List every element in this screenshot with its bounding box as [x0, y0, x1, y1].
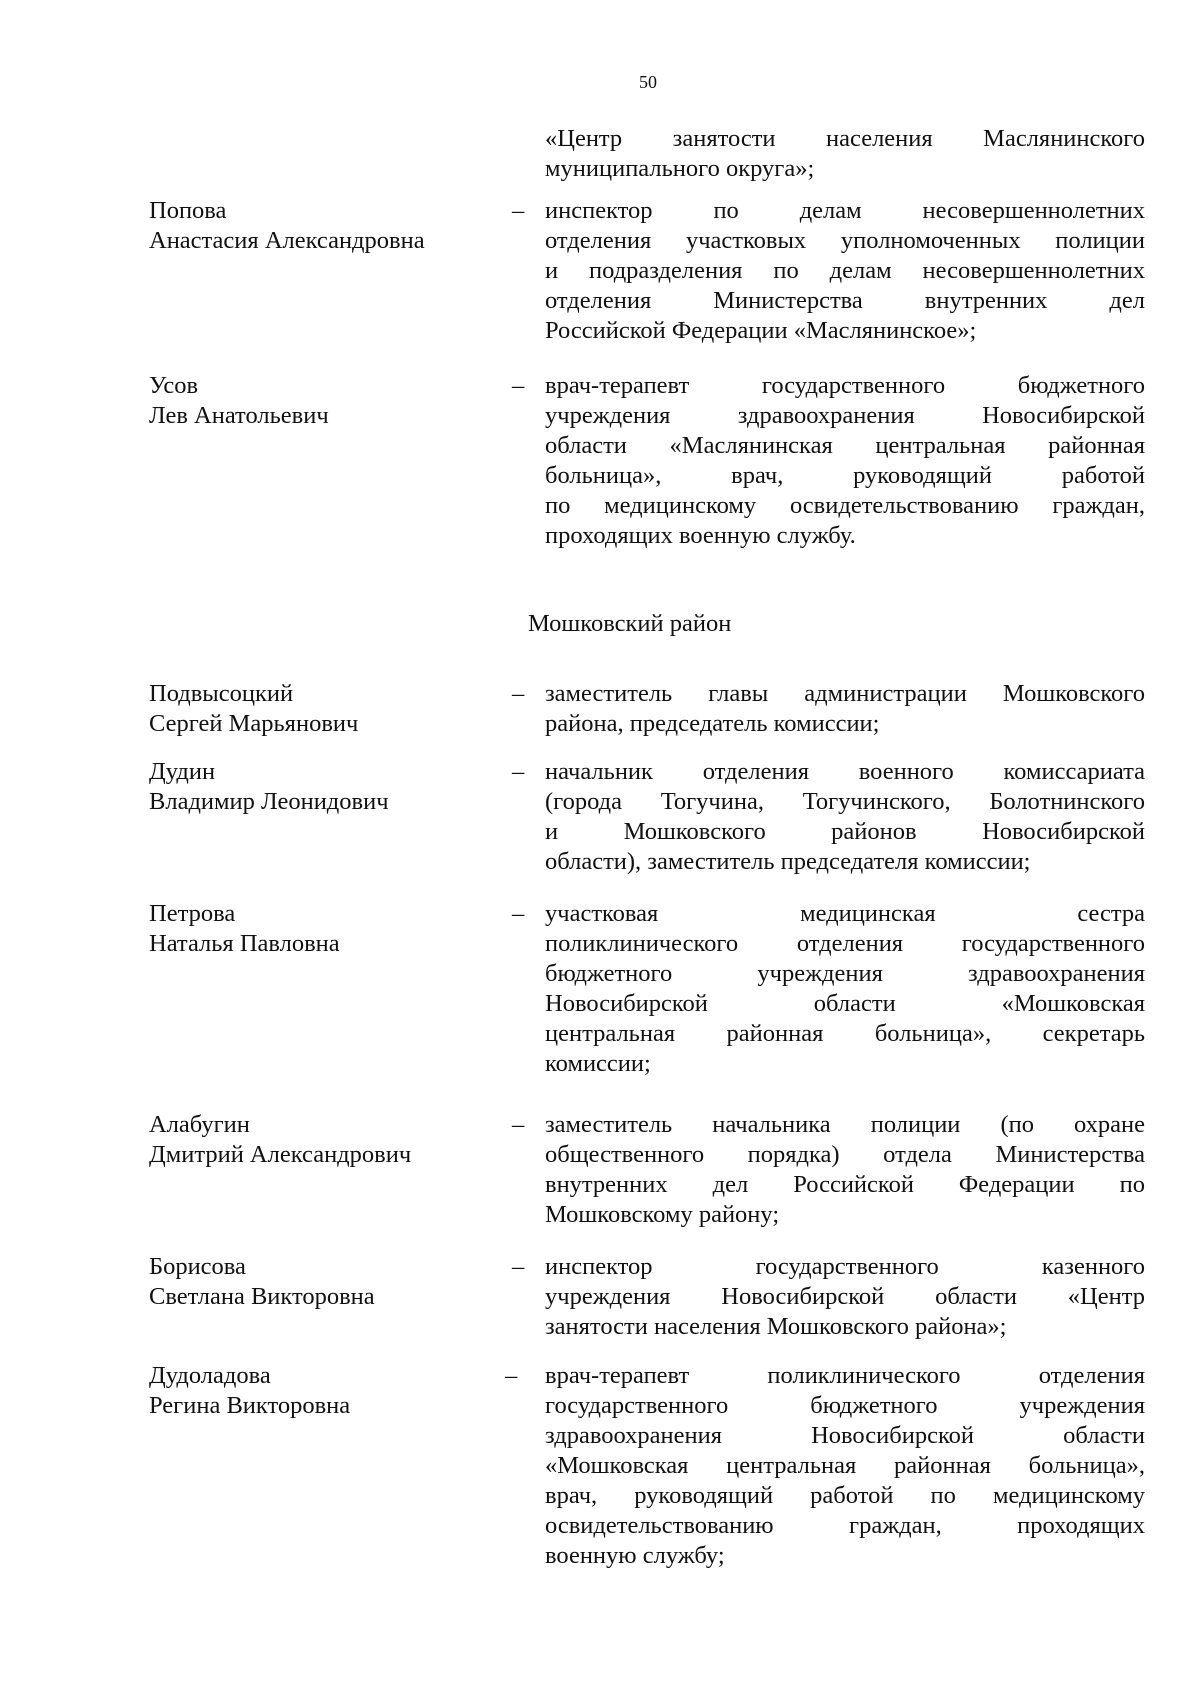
description-line: области «Маслянинская центральная районная: [545, 432, 1145, 459]
entry-name: [149, 757, 489, 817]
entry-dash: –: [512, 1253, 525, 1280]
description-line: больница», врач, руководящий работой: [545, 462, 1145, 489]
description-line: комиссии;: [545, 1050, 651, 1077]
description-line: «Мошковская центральная районная больница»,: [545, 1452, 1145, 1479]
entry-description: [545, 1252, 1145, 1342]
entry-surname: Петрова: [149, 900, 236, 927]
entry-given-names: Владимир Леонидович: [149, 788, 389, 815]
description-line: внутренних дел Российской Федерации по: [545, 1171, 1145, 1198]
description-line: участковая медицинская сестра: [545, 900, 1145, 927]
entry-name: [149, 1110, 489, 1170]
page-number: 50: [639, 72, 657, 92]
entry-given-names: Анастасия Александровна: [149, 227, 425, 254]
entry-given-names: Регина Викторовна: [149, 1392, 351, 1419]
entry-dash: –: [505, 1362, 518, 1389]
entry-given-names: Наталья Павловна: [149, 930, 340, 957]
entry-name: [149, 1252, 489, 1312]
entry-name: [149, 371, 489, 431]
entry-surname: Подвысоцкий: [149, 680, 294, 707]
description-line: отделения участковых уполномоченных полиции: [545, 227, 1145, 254]
description-line: Новосибирской области «Мошковская: [545, 990, 1145, 1017]
description-line: врач-терапевт государственного бюджетного: [545, 372, 1145, 399]
entry-dash: –: [512, 372, 525, 399]
entry-surname: Усов: [149, 372, 199, 399]
description-line: отделения Министерства внутренних дел: [545, 287, 1145, 314]
description-line: центральная районная больница», секретарь: [545, 1020, 1145, 1047]
entry-surname: Борисова: [149, 1253, 246, 1280]
description-line: занятости населения Мошковского района»;: [545, 1313, 1007, 1340]
description-line: (города Тогучина, Тогучинского, Болотнинского: [545, 788, 1145, 815]
entry-dash: –: [512, 680, 525, 707]
entry-dash: –: [512, 197, 525, 224]
entry-name: [149, 899, 489, 959]
entry-surname: Дудоладова: [149, 1362, 271, 1389]
entry-description: [545, 679, 1145, 739]
entry-given-names: Дмитрий Александрович: [149, 1141, 412, 1168]
description-line: бюджетного учреждения здравоохранения: [545, 960, 1145, 987]
entry-description: [545, 1361, 1145, 1571]
entry-dash: –: [512, 758, 525, 785]
description-line: заместитель начальника полиции (по охране: [545, 1111, 1145, 1138]
description-line: общественного порядка) отдела Министерства: [545, 1141, 1145, 1168]
entry-description: [545, 757, 1145, 877]
entry-given-names: Сергей Марьянович: [149, 710, 359, 737]
description-line: муниципального округа»;: [545, 155, 815, 182]
description-line: здравоохранения Новосибирской области: [545, 1422, 1145, 1449]
entry-surname: Алабугин: [149, 1111, 250, 1138]
entry-description: [545, 371, 1145, 551]
description-line: и Мошковского районов Новосибирской: [545, 818, 1145, 845]
description-line: района, председатель комиссии;: [545, 710, 880, 737]
entry-given-names: Лев Анатольевич: [149, 402, 329, 429]
description-line: по медицинскому освидетельствованию граждан,: [545, 492, 1145, 519]
entry-surname: Дудин: [149, 758, 216, 785]
entry-dash: –: [512, 900, 525, 927]
entry-name: [149, 196, 489, 256]
entry-given-names: Светлана Викторовна: [149, 1283, 375, 1310]
description-line: заместитель главы администрации Мошковского: [545, 680, 1145, 707]
entry-description: [545, 1110, 1145, 1230]
entry-surname: Попова: [149, 197, 227, 224]
description-line: учреждения здравоохранения Новосибирской: [545, 402, 1145, 429]
description-line: инспектор государственного казенного: [545, 1253, 1145, 1280]
description-line: проходящих военную службу.: [545, 522, 856, 549]
description-line: врач, руководящий работой по медицинскому: [545, 1482, 1145, 1509]
description-line: поликлинического отделения государственного: [545, 930, 1145, 957]
description-line: освидетельствованию граждан, проходящих: [545, 1512, 1145, 1539]
entry-dash: –: [512, 1111, 525, 1138]
section-heading: Мошковский район: [528, 610, 732, 637]
entry-description: [545, 899, 1145, 1079]
description-line: начальник отделения военного комиссариата: [545, 758, 1145, 785]
description-line: Мошковскому району;: [545, 1201, 780, 1228]
description-line: Российской Федерации «Маслянинское»;: [545, 317, 977, 344]
description-line: инспектор по делам несовершеннолетних: [545, 197, 1145, 224]
entry-description: [545, 196, 1145, 346]
description-line: и подразделения по делам несовершеннолетних: [545, 257, 1145, 284]
description-line: военную службу;: [545, 1542, 725, 1569]
entry-description: [545, 124, 1145, 184]
description-line: государственного бюджетного учреждения: [545, 1392, 1145, 1419]
description-line: области), заместитель председателя комиссии;: [545, 848, 1031, 875]
description-line: врач-терапевт поликлинического отделения: [545, 1362, 1145, 1389]
description-line: «Центр занятости населения Маслянинского: [545, 125, 1145, 152]
description-line: учреждения Новосибирской области «Центр: [545, 1283, 1145, 1310]
entry-name: [149, 679, 489, 739]
entry-name: [149, 1361, 489, 1421]
